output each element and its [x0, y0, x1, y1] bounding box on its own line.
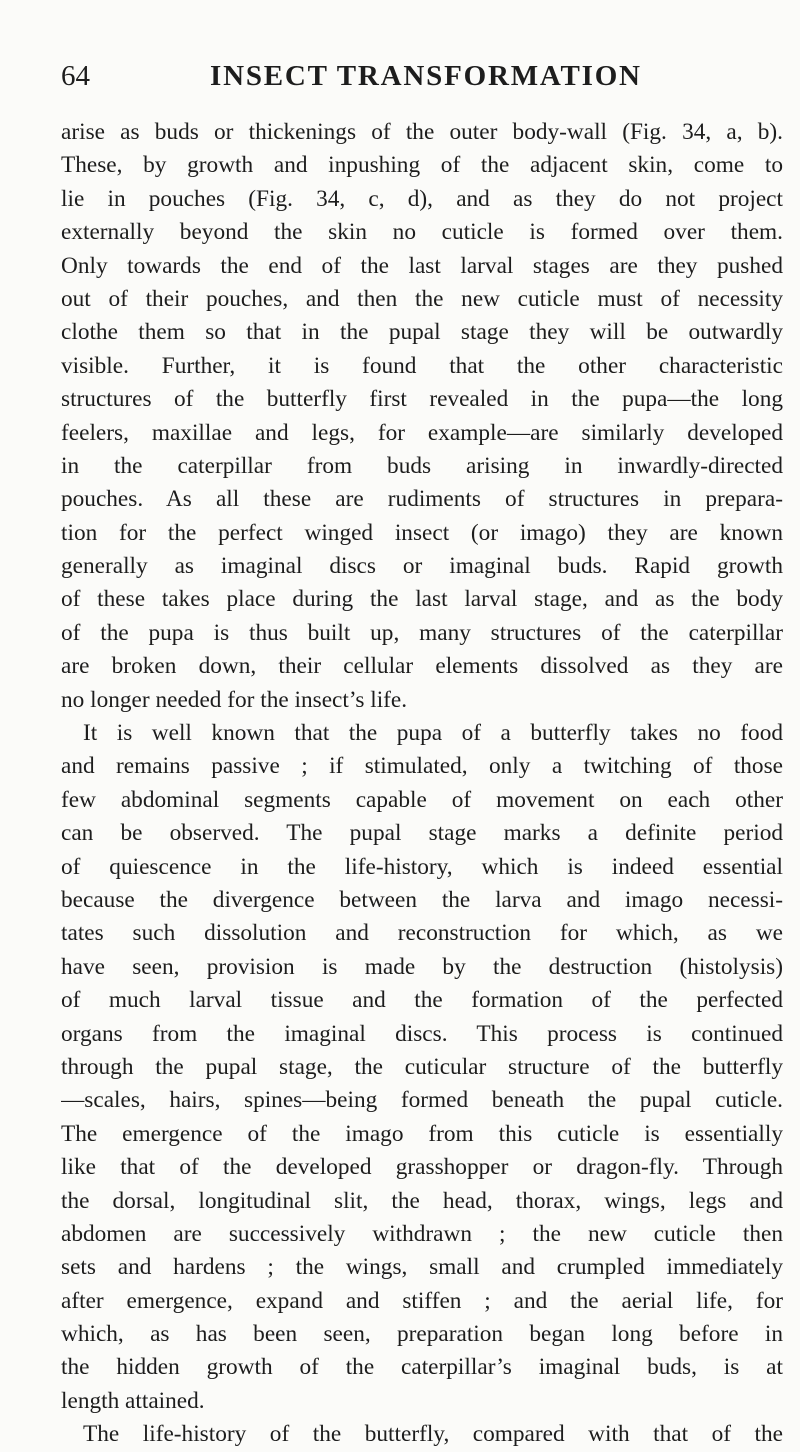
text-line: the dorsal, longitudinal slit, the head, thorax, wings, legs and [61, 1187, 783, 1214]
text-line: The emergence of the imago from this cuticle is essentially [61, 1120, 783, 1147]
text-line: length attained. [61, 1387, 205, 1414]
page-header [61, 60, 786, 116]
text-line: no longer needed for the insect’s life. [61, 686, 408, 713]
text-line: after emergence, expand and stiffen ; and the aerial life, for [61, 1287, 783, 1314]
text-line: of quiescence in the life-history, which is indeed essential [61, 853, 783, 880]
text-line: organs from the imaginal discs. This process is continued [61, 1020, 783, 1047]
text-line: Only towards the end of the last larval stages are they pushed [61, 252, 783, 279]
text-line: of these takes place during the last larval stage, and as the body [61, 586, 783, 613]
text-line: feelers, maxillae and legs, for example—are similarly developed [61, 419, 783, 446]
text-line: arise as buds or thickenings of the outer body-wall (Fig. 34, a, b). [61, 119, 783, 145]
text-line: can be observed. The pupal stage marks a definite period [61, 820, 783, 847]
text-line: lie in pouches (Fig. 34, c, d), and as they do not project [61, 185, 783, 212]
text-line: which, as has been seen, preparation began long before in [61, 1321, 783, 1348]
text-line: have seen, provision is made by the destruction (histolysis) [61, 953, 783, 980]
text-line: because the divergence between the larva and imago necessi- [61, 886, 783, 913]
text-line: —scales, hairs, spines—being formed beneath the pupal cuticle. [61, 1087, 783, 1114]
book-page [61, 60, 786, 1452]
running-title: INSECT TRANSFORMATION [210, 60, 642, 92]
text-line: of the pupa is thus built up, many structures of the caterpillar [61, 619, 783, 646]
text-line: like that of the developed grasshopper or dragon-fly. Through [61, 1154, 783, 1181]
text-line: tion for the perfect winged insect (or imago) they are known [61, 519, 783, 546]
text-line: The life-history of the butterfly, compared with that of the [83, 1421, 783, 1448]
text-line: tates such dissolution and reconstruction for which, as we [61, 920, 783, 947]
text-line: of much larval tissue and the formation of the perfected [61, 987, 783, 1014]
text-line: structures of the butterfly first revealed in the pupa—the long [61, 386, 783, 413]
page-number: 64 [61, 60, 90, 92]
text-line: the hidden growth of the caterpillar’s imaginal buds, is at [61, 1354, 783, 1381]
text-line: These, by growth and inpushing of the adjacent skin, come to [61, 152, 783, 179]
text-line: in the caterpillar from buds arising in inwardly-directed [61, 452, 783, 479]
text-line: and remains passive ; if stimulated, only a twitching of those [61, 753, 783, 780]
text-line: visible. Further, it is found that the other characteristic [61, 352, 783, 379]
text-line: It is well known that the pupa of a butterfly takes no food [83, 720, 783, 747]
text-line: externally beyond the skin no cuticle is formed over them. [61, 219, 783, 246]
text-line: pouches. As all these are rudiments of structures in prepara- [61, 486, 783, 513]
text-line: few abdominal segments capable of movement on each other [61, 786, 783, 813]
text-line: are broken down, their cellular elements dissolved as they are [61, 653, 783, 680]
text-line: abdomen are successively withdrawn ; the new cuticle then [61, 1220, 783, 1247]
body-text [61, 116, 786, 1452]
text-line: through the pupal stage, the cuticular structure of the butterfly [61, 1053, 783, 1080]
text-line: sets and hardens ; the wings, small and crumpled immediately [61, 1254, 783, 1281]
text-line: generally as imaginal discs or imaginal buds. Rapid growth [61, 553, 783, 580]
text-line: clothe them so that in the pupal stage they will be outwardly [61, 319, 783, 346]
text-line: out of their pouches, and then the new cuticle must of necessity [61, 285, 783, 312]
